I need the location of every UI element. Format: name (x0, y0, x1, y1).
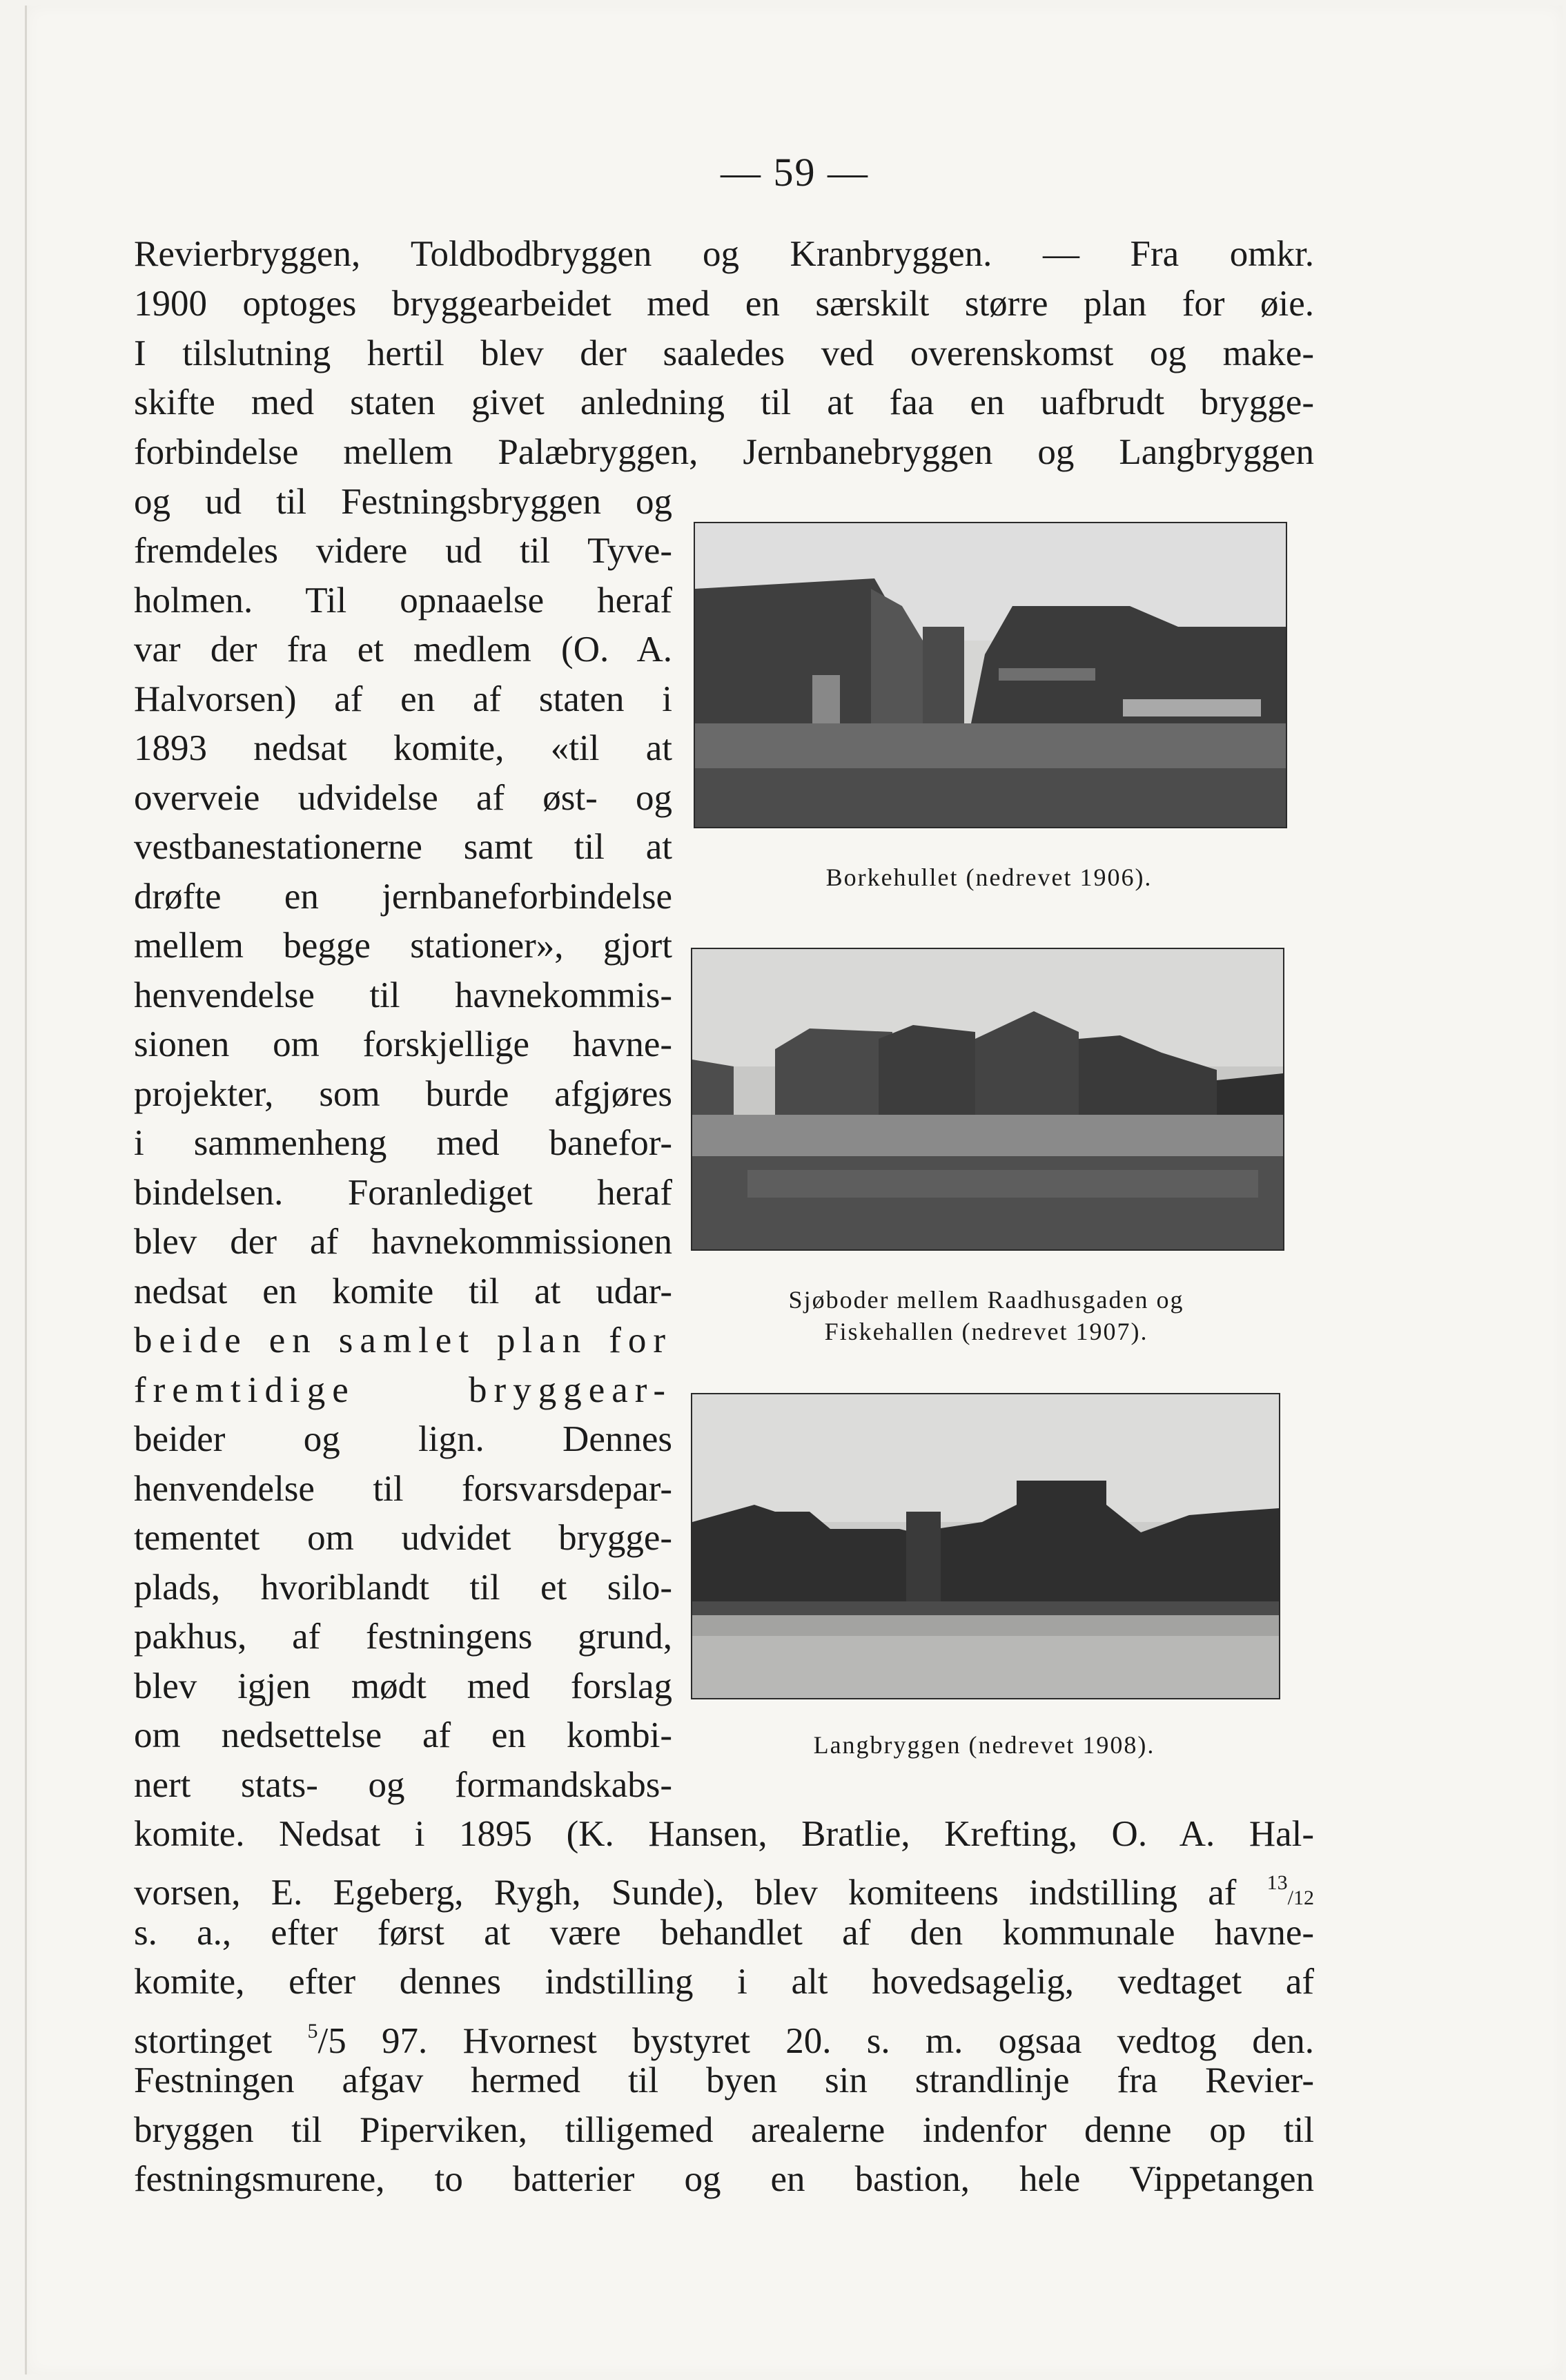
text-line: og ud til Festningsbryggen og (134, 482, 672, 522)
figure-caption: Borkehullet (nedrevet 1906). (825, 864, 1153, 891)
text-line: Revierbryggen, Toldbodbryggen og Kranbryggen. — Fra omkr. (134, 234, 1314, 274)
text-line: blev der af havnekommissionen (134, 1222, 672, 1262)
text-line: plads, hvoriblandt til et silo- (134, 1568, 672, 1608)
text-line: fremdeles videre ud til Tyve- (134, 531, 672, 571)
text-line: henvendelse til havnekommis- (134, 975, 672, 1015)
text-line: drøfte en jernbaneforbindelse (134, 877, 672, 917)
text-line: 1893 nedsat komite, «til at (134, 728, 672, 768)
text-line: tementet om udvidet brygge- (134, 1518, 672, 1558)
text-line: 1900 optoges bryggearbeidet med en særskilt større plan for øie. (134, 284, 1314, 324)
text-line: vestbanestationerne samt til at (134, 827, 672, 867)
text-line: nedsat en komite til at udar- (134, 1271, 672, 1311)
text-line: i sammenheng med banefor- (134, 1123, 672, 1163)
text-line: vorsen, E. Egeberg, Rygh, Sunde), blev komiteens indstilling af $^{13}$/12 (134, 1871, 1315, 1913)
text-line: forbindelse mellem Palæbryggen, Jernbanebryggen og Langbryggen (134, 432, 1314, 472)
text-line: mellem begge stationer», gjort (134, 926, 672, 966)
text-line: fremtidige bryggear- (134, 1370, 672, 1410)
text-line: sionen om forskjellige havne- (134, 1024, 672, 1064)
text-line: skifte med staten givet anledning til at faa en uafbrudt brygge- (134, 382, 1314, 422)
figure-caption: Langbryggen (nedrevet 1908). (813, 1731, 1155, 1759)
book-page (25, 6, 1563, 2374)
text-line: nert stats- og formandskabs- (134, 1765, 672, 1805)
text-line: projekter, som burde afgjøres (134, 1074, 672, 1114)
text-line: om nedsettelse af en kombi- (134, 1715, 672, 1755)
figure-caption: Sjøboder mellem Raadhusgaden og Fiskehallen (nedrevet 1907). (788, 1286, 1184, 1345)
text-line: komite. Nedsat i 1895 (K. Hansen, Bratlie, Krefting, O. A. Hal- (134, 1814, 1314, 1854)
text-line: beide en samlet plan for (134, 1320, 672, 1360)
text-line: overveie udvidelse af øst- og (134, 778, 672, 818)
text-line: beider og lign. Dennes (134, 1419, 672, 1459)
text-line: bryggen til Piperviken, tilligemed arealerne indenfor denne op til (134, 2110, 1314, 2150)
text-line: var der fra et medlem (O. A. (134, 630, 672, 670)
text-line: blev igjen mødt med forslag (134, 1666, 672, 1706)
text-line: bindelsen. Foranlediget heraf (134, 1173, 672, 1213)
photo-langbryggen (691, 1393, 1280, 1699)
text-line: s. a., efter først at være behandlet af den kommunale havne- (134, 1913, 1314, 1953)
text-line: holmen. Til opnaaelse heraf (134, 581, 672, 621)
text-line: I tilslutning hertil blev der saaledes ved overenskomst og make- (134, 333, 1314, 373)
text-line: pakhus, af festningens grund, (134, 1617, 672, 1657)
text-line: festningsmurene, to batterier og en bastion, hele Vippetangen (134, 2159, 1314, 2199)
text-line: henvendelse til forsvarsdepar- (134, 1469, 672, 1509)
text-line: stortinget $^5$/5 97. Hvornest bystyret 20. s. m. ogsaa vedtog den. (134, 2020, 1314, 2061)
photo-borkehullet (694, 522, 1287, 828)
text-line: Festningen afgav hermed til byen sin strandlinje fra Revier- (134, 2060, 1314, 2100)
photo-sjoboder (691, 948, 1284, 1251)
page-number: — 59 — (721, 150, 869, 195)
text-line: komite, efter dennes indstilling i alt hovedsagelig, vedtaget af (134, 1962, 1314, 2002)
text-line: Halvorsen) af en af staten i (134, 679, 672, 719)
